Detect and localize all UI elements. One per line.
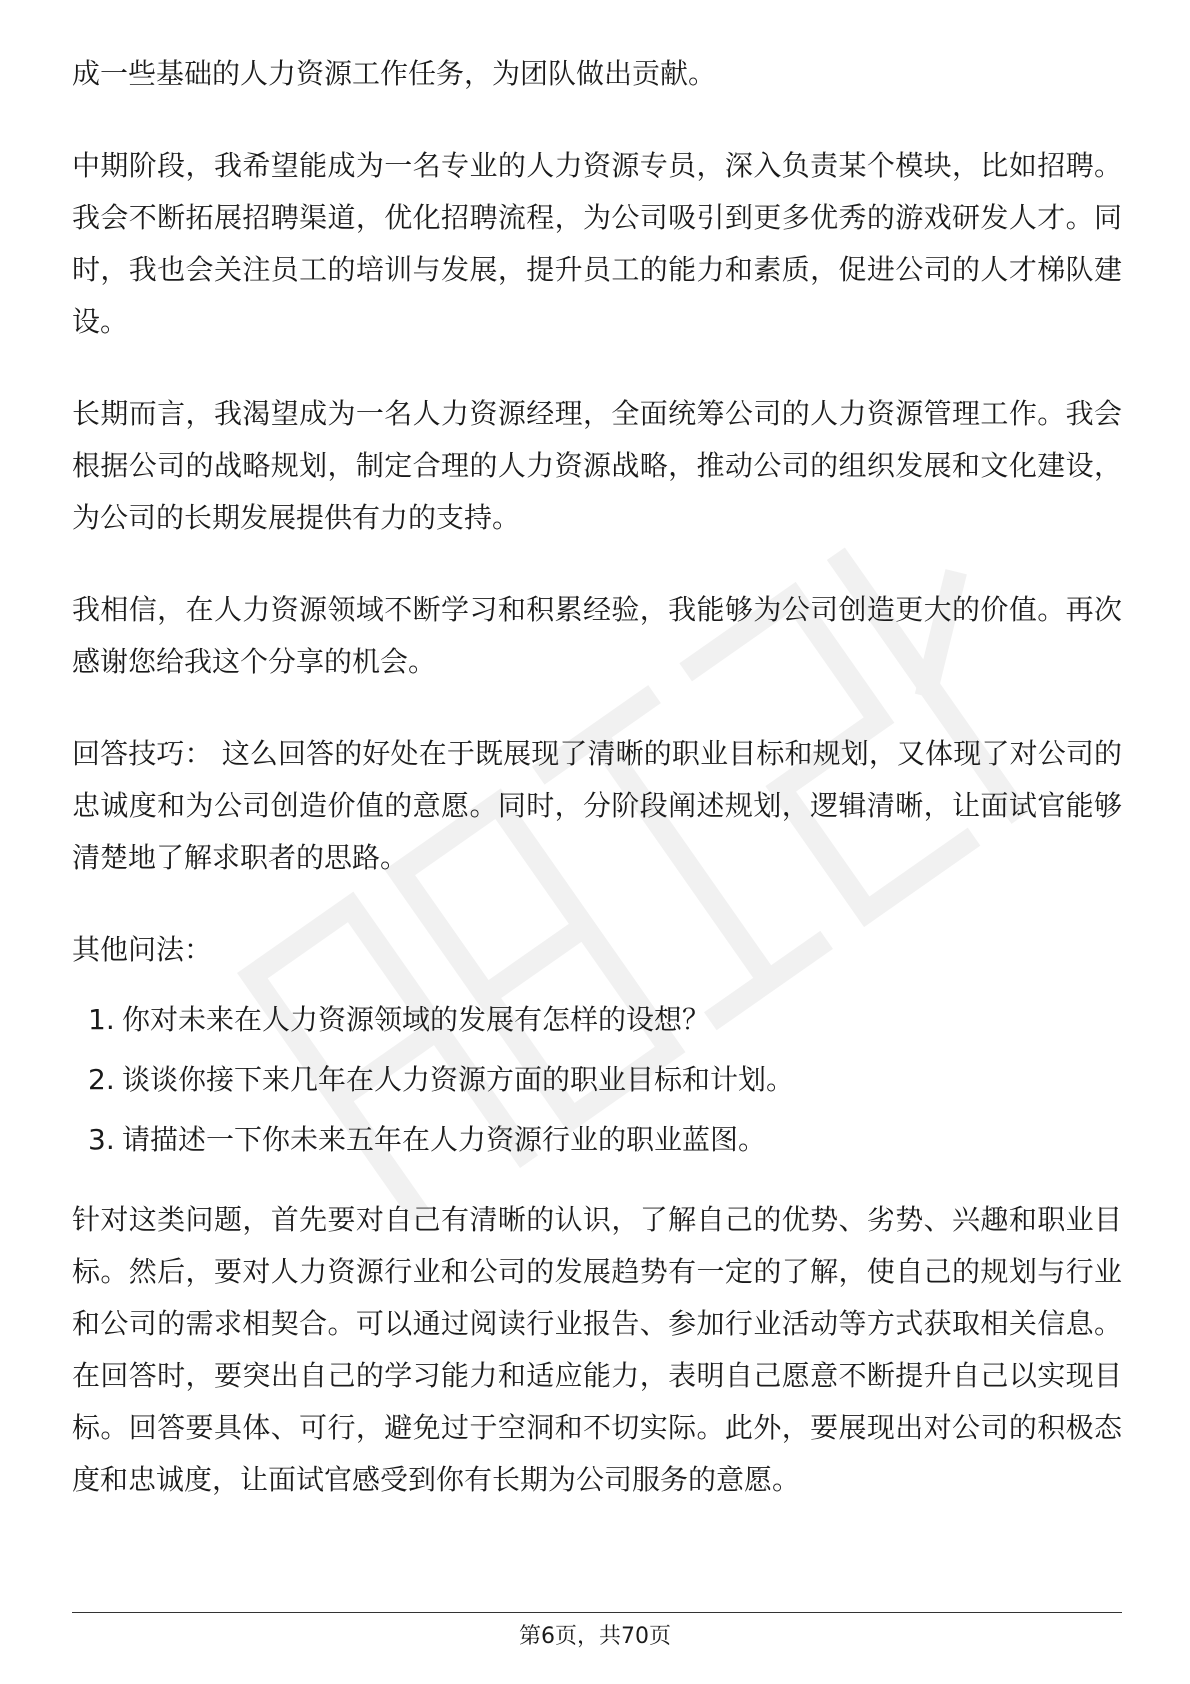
other-questions-list [72, 1002, 1122, 1158]
list-item-number: 2. [88, 1063, 115, 1096]
paragraph-long-term: 长期而言，我渴望成为一名人力资源经理，全面统筹公司的人力资源管理工作。我会根据公司的战略规划，制定合理的人力资源战略，推动公司的组织发展和文化建设，为公司的长期发展提供有力的支持。 [72, 397, 1122, 534]
paragraph-answer-tips: 回答技巧： 这么回答的好处在于既展现了清晰的职业目标和规划，又体现了对公司的忠诚度和为公司创造价值的意愿。同时，分阶段阐述规划，逻辑清晰，让面试官能够清楚地了解求职者的思路。 [72, 737, 1122, 874]
list-item-text: 请描述一下你未来五年在人力资源行业的职业蓝图。 [122, 1123, 767, 1156]
list-item-text: 谈谈你接下来几年在人力资源方面的职业目标和计划。 [122, 1063, 795, 1096]
other-questions-heading: 其他问法： [72, 933, 213, 966]
list-item-text: 你对未来在人力资源领域的发展有怎样的设想？ [122, 1003, 711, 1036]
paragraph-closing: 我相信，在人力资源领域不断学习和积累经验，我能够为公司创造更大的价值。再次感谢您给我这个分享的机会。 [72, 593, 1122, 678]
list-item [72, 1062, 1122, 1098]
page-number: 第6页，共70页 [519, 1624, 671, 1649]
page-content [72, 48, 1122, 1546]
list-item-number: 1. [88, 1003, 115, 1036]
list-item [72, 1002, 1122, 1038]
list-item-number: 3. [88, 1123, 115, 1156]
paragraph-mid-term: 中期阶段，我希望能成为一名专业的人力资源专员，深入负责某个模块，比如招聘。我会不断拓展招聘渠道，优化招聘流程，为公司吸引到更多优秀的游戏研发人才。同时，我也会关注员工的培训与发展，提升员工的能力和素质，促进公司的人才梯队建设。 [72, 149, 1122, 338]
paragraph-continuation: 成一些基础的人力资源工作任务，为团队做出贡献。 [72, 57, 717, 90]
paragraph-advice: 针对这类问题，首先要对自己有清晰的认识，了解自己的优势、劣势、兴趣和职业目标。然后，要对人力资源行业和公司的发展趋势有一定的了解，使自己的规划与行业和公司的需求相契合。可以通过阅读行业报告、参加行业活动等方式获取相关信息。在回答时，要突出自己的学习能力和适应能力，表明自己愿意不断提升自己以实现目标。回答要具体、可行，避免过于空洞和不切实际。此外，要展现出对公司的积极态度和忠诚度，让面试官感受到你有长期为公司服务的意愿。 [72, 1203, 1122, 1496]
footer-divider [72, 1612, 1122, 1613]
list-item [72, 1122, 1122, 1158]
